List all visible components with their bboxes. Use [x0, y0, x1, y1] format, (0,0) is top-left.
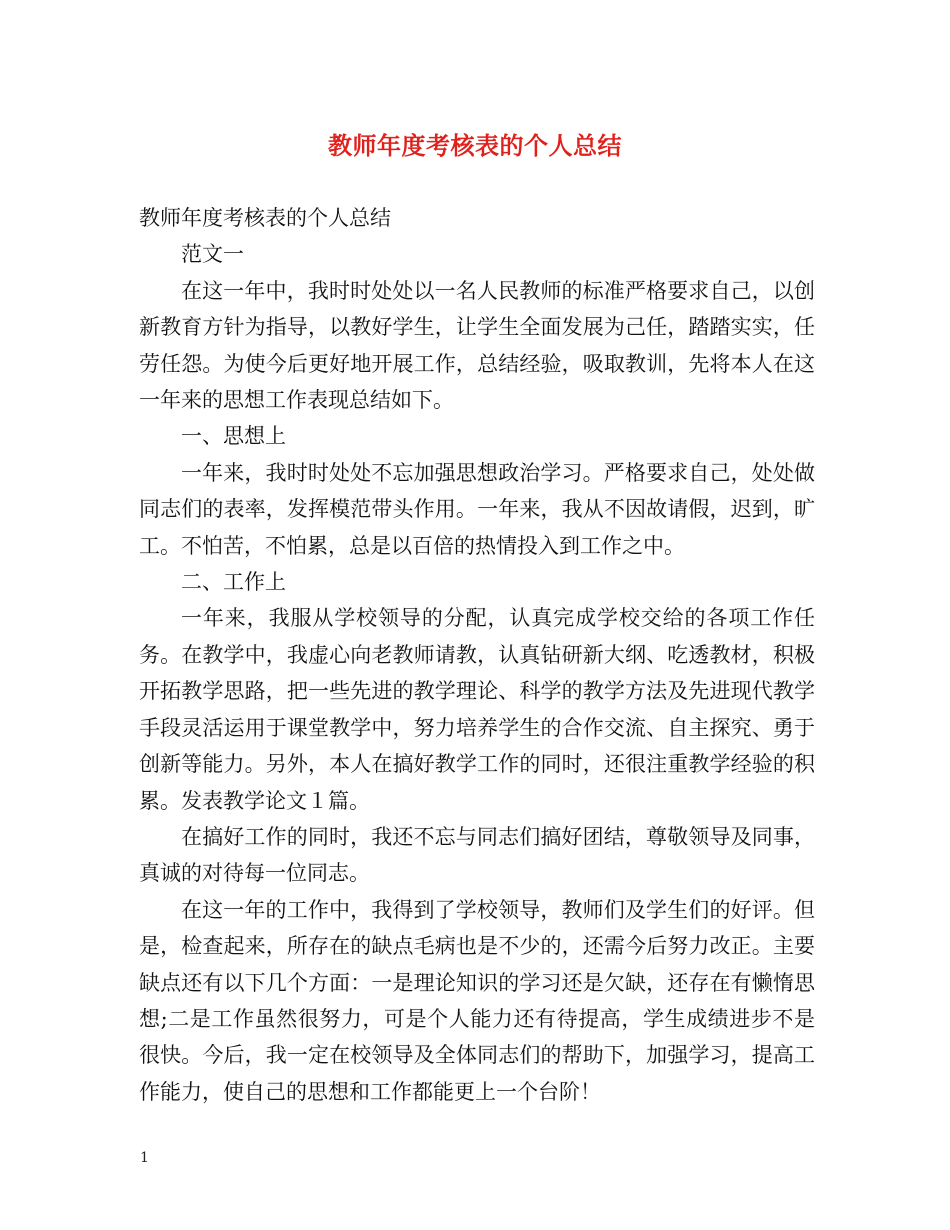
- paragraph-ideology: 一年来，我时时处处不忘加强思想政治学习。严格要求自己，处处做同志们的表率，发挥模范带头作用。一年来，我从不因故请假，迟到，旷工。不怕苦，不怕累，总是以百倍的热情投入到工作之中。: [139, 460, 815, 558]
- document-body: [139, 200, 815, 1110]
- page-number: 1: [140, 1150, 149, 1166]
- paragraph-intro: 在这一年中，我时时处处以一名人民教师的标准严格要求自己，以创新教育方针为指导，以教好学生，让学生全面发展为己任，踏踏实实，任劳任怨。为使今后更好地开展工作，总结经验，吸取教训，先将本人在这一年来的思想工作表现总结如下。: [139, 278, 815, 413]
- paragraph-unity: 在搞好工作的同时，我还不忘与同志们搞好团结，尊敬领导及同事，真诚的对待每一位同志。: [139, 824, 815, 886]
- heading-work: 二、工作上: [181, 570, 286, 595]
- heading-ideology: 一、思想上: [181, 424, 286, 449]
- document-subtitle: 教师年度考核表的个人总结: [139, 206, 391, 230]
- paragraph-conclusion: 在这一年的工作中，我得到了学校领导，教师们及学生们的好评。但是，检查起来，所存在的缺点毛病也是不少的，还需今后努力改正。主要缺点还有以下几个方面：一是理论知识的学习还是欠缺，还存在有懒惰思想;二是工作虽然很努力，可是个人能力还有待提高，学生成绩进步不是很快。今后，我一定在校领导及全体同志们的帮助下，加强学习，提高工作能力，使自己的思想和工作都能更上一个台阶！: [139, 897, 815, 1104]
- section-label-sample: 范文一: [181, 242, 244, 267]
- document-title: 教师年度考核表的个人总结: [328, 131, 622, 160]
- paragraph-work: 一年来，我服从学校领导的分配，认真完成学校交给的各项工作任务。在教学中，我虚心向老教师请教，认真钻研新大纲、吃透教材，积极开拓教学思路，把一些先进的教学理论、科学的教学方法及先进现代教学手段灵活运用于课堂教学中，努力培养学生的合作交流、自主探究、勇于创新等能力。另外，本人在搞好教学工作的同时，还很注重教学经验的积累。发表教学论文１篇。: [139, 606, 815, 813]
